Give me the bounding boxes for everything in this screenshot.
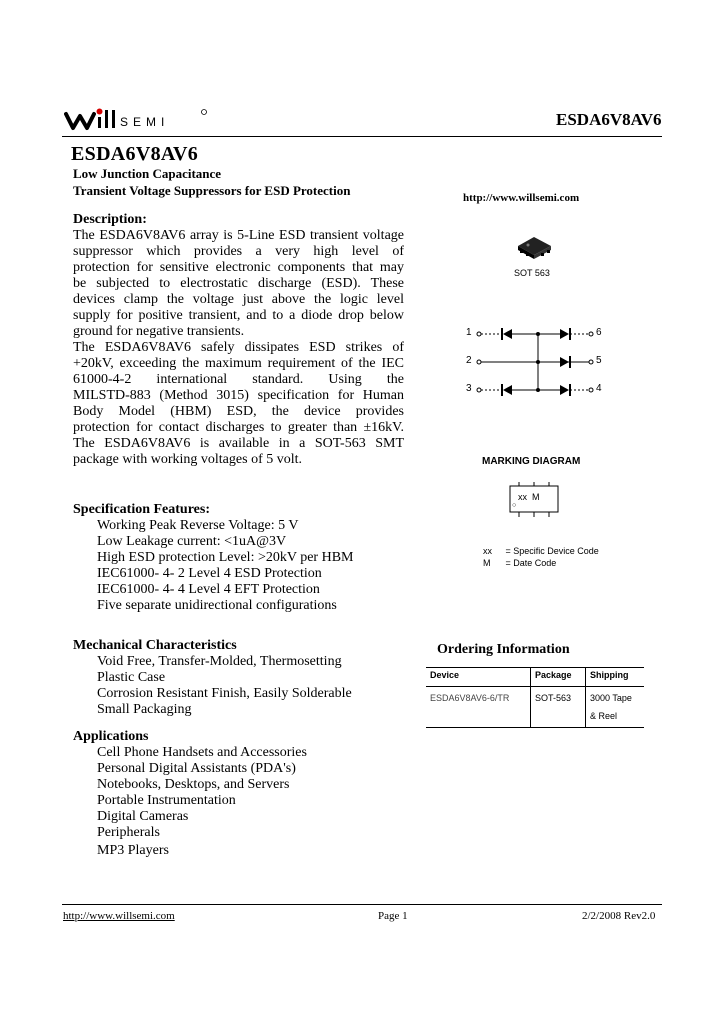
feature-item: IEC61000- 4- 4 Level 4 EFT Protection (97, 582, 320, 597)
mechanical-item: Plastic Case (97, 670, 166, 685)
feature-item: Low Leakage current: <1uA@3V (97, 534, 287, 549)
legend-value: = Specific Device Code (505, 546, 599, 556)
marking-heading: MARKING DIAGRAM (482, 456, 581, 467)
feature-item: Working Peak Reverse Voltage: 5 V (97, 518, 299, 533)
application-item: Cell Phone Handsets and Accessories (97, 745, 307, 760)
marking-legend (483, 545, 599, 569)
cell-device: ESDA6V8AV6-6/TR (426, 687, 531, 728)
shipping-line-2: & Reel (590, 711, 618, 721)
pin-label-6: 6 (596, 327, 602, 338)
package-illustration (510, 232, 560, 264)
description-line: devices clamp the voltage just above the logic level (73, 292, 404, 307)
description-line: protection for sensitive electronic components that may (73, 260, 404, 275)
subtitle-line-1: Low Junction Capacitance (73, 166, 222, 181)
mechanical-heading: Mechanical Characteristics (73, 638, 237, 653)
footer-date-revision: 2/2/2008 Rev2.0 (582, 910, 656, 922)
pin1-marker: ○ (512, 502, 517, 509)
tvs-diode-schematic (460, 324, 610, 400)
logo-text: SEMI (120, 115, 170, 129)
col-package: Package (531, 668, 586, 687)
feature-item: IEC61000- 4- 2 Level 4 ESD Protection (97, 566, 322, 581)
shipping-line-1: 3000 Tape (590, 693, 632, 703)
description-line: The ESDA6V8AV6 is available in a SOT-563 SMT (73, 436, 404, 451)
feature-item: High ESD protection Level: >20kV per HBM (97, 550, 354, 565)
application-item: Peripherals (97, 825, 160, 840)
application-item: Portable Instrumentation (97, 793, 236, 808)
cell-shipping (586, 687, 645, 728)
description-line: protection for contact discharges to greater than ±16kV. (73, 420, 404, 435)
pin-label-4: 4 (596, 383, 602, 394)
description-line: ground for negative transients. (73, 324, 245, 339)
marking-code: xx M (518, 492, 540, 502)
legend-key: xx (483, 546, 492, 556)
header-url[interactable]: http://www.willsemi.com (463, 192, 580, 204)
cell-package: SOT-563 (531, 687, 586, 728)
application-item: Notebooks, Desktops, and Servers (97, 777, 290, 792)
description-line: supply for positive transient, and to a diode drop below (73, 308, 404, 323)
legend-key: M (483, 558, 491, 568)
application-item: Digital Cameras (97, 809, 189, 824)
application-item: MP3 Players (97, 843, 169, 858)
pin-label-5: 5 (596, 355, 602, 366)
description-line: be subjected to electrostatic discharge (ESD). These (73, 276, 404, 291)
legend-row (483, 557, 599, 569)
mechanical-item: Corrosion Resistant Finish, Easily Solderable (97, 686, 352, 701)
header-rule (62, 136, 662, 137)
package-label: SOT 563 (514, 268, 550, 278)
applications-heading: Applications (73, 729, 149, 744)
table-row (426, 687, 644, 728)
header-part-number: ESDA6V8AV6 (556, 110, 662, 129)
description-line: package with working voltages of 5 volt. (73, 452, 303, 467)
mechanical-item: Void Free, Transfer-Molded, Thermosetting (97, 654, 342, 669)
ordering-heading: Ordering Information (437, 642, 570, 657)
legend-row (483, 545, 599, 557)
description-line: +20kV, exceeding the maximum requirement of the IEC (73, 356, 404, 371)
subtitle-line-2: Transient Voltage Suppressors for ESD Protection (73, 183, 351, 198)
pinout-schematic (460, 324, 610, 400)
description-line: suppressor which provides a very high level of (73, 244, 404, 259)
application-item: Personal Digital Assistants (PDA's) (97, 761, 296, 776)
part-title: ESDA6V8AV6 (71, 143, 199, 165)
marking-diagram (506, 480, 566, 524)
description-line: The ESDA6V8AV6 safely dissipates ESD strikes of (73, 340, 404, 355)
features-heading: Specification Features: (73, 502, 210, 517)
description-heading: Description: (73, 212, 147, 227)
description-line: The ESDA6V8AV6 array is 5-Line ESD transient voltage (73, 228, 404, 243)
sot563-package-icon (510, 232, 560, 264)
col-shipping: Shipping (586, 668, 645, 687)
ordering-header-row (426, 668, 644, 687)
col-device: Device (426, 668, 531, 687)
ordering-table (426, 667, 644, 728)
pin-label-1: 1 (466, 327, 472, 338)
footer-url[interactable]: http://www.willsemi.com (63, 910, 175, 922)
footer-page-number: Page 1 (378, 910, 408, 922)
footer-rule (62, 904, 662, 905)
mechanical-item: Small Packaging (97, 702, 192, 717)
company-logo (64, 108, 214, 132)
legend-value: = Date Code (505, 558, 557, 568)
description-line: MILSTD-883 (Method 3015) specification for Human (73, 388, 404, 403)
pin-label-3: 3 (466, 383, 472, 394)
description-line: 61000-4-2 international standard. Using the (73, 372, 404, 387)
description-line: Body Model (HBM) ESD, the device provides (73, 404, 404, 419)
pin-label-2: 2 (466, 355, 472, 366)
feature-item: Five separate unidirectional configurations (97, 598, 337, 613)
